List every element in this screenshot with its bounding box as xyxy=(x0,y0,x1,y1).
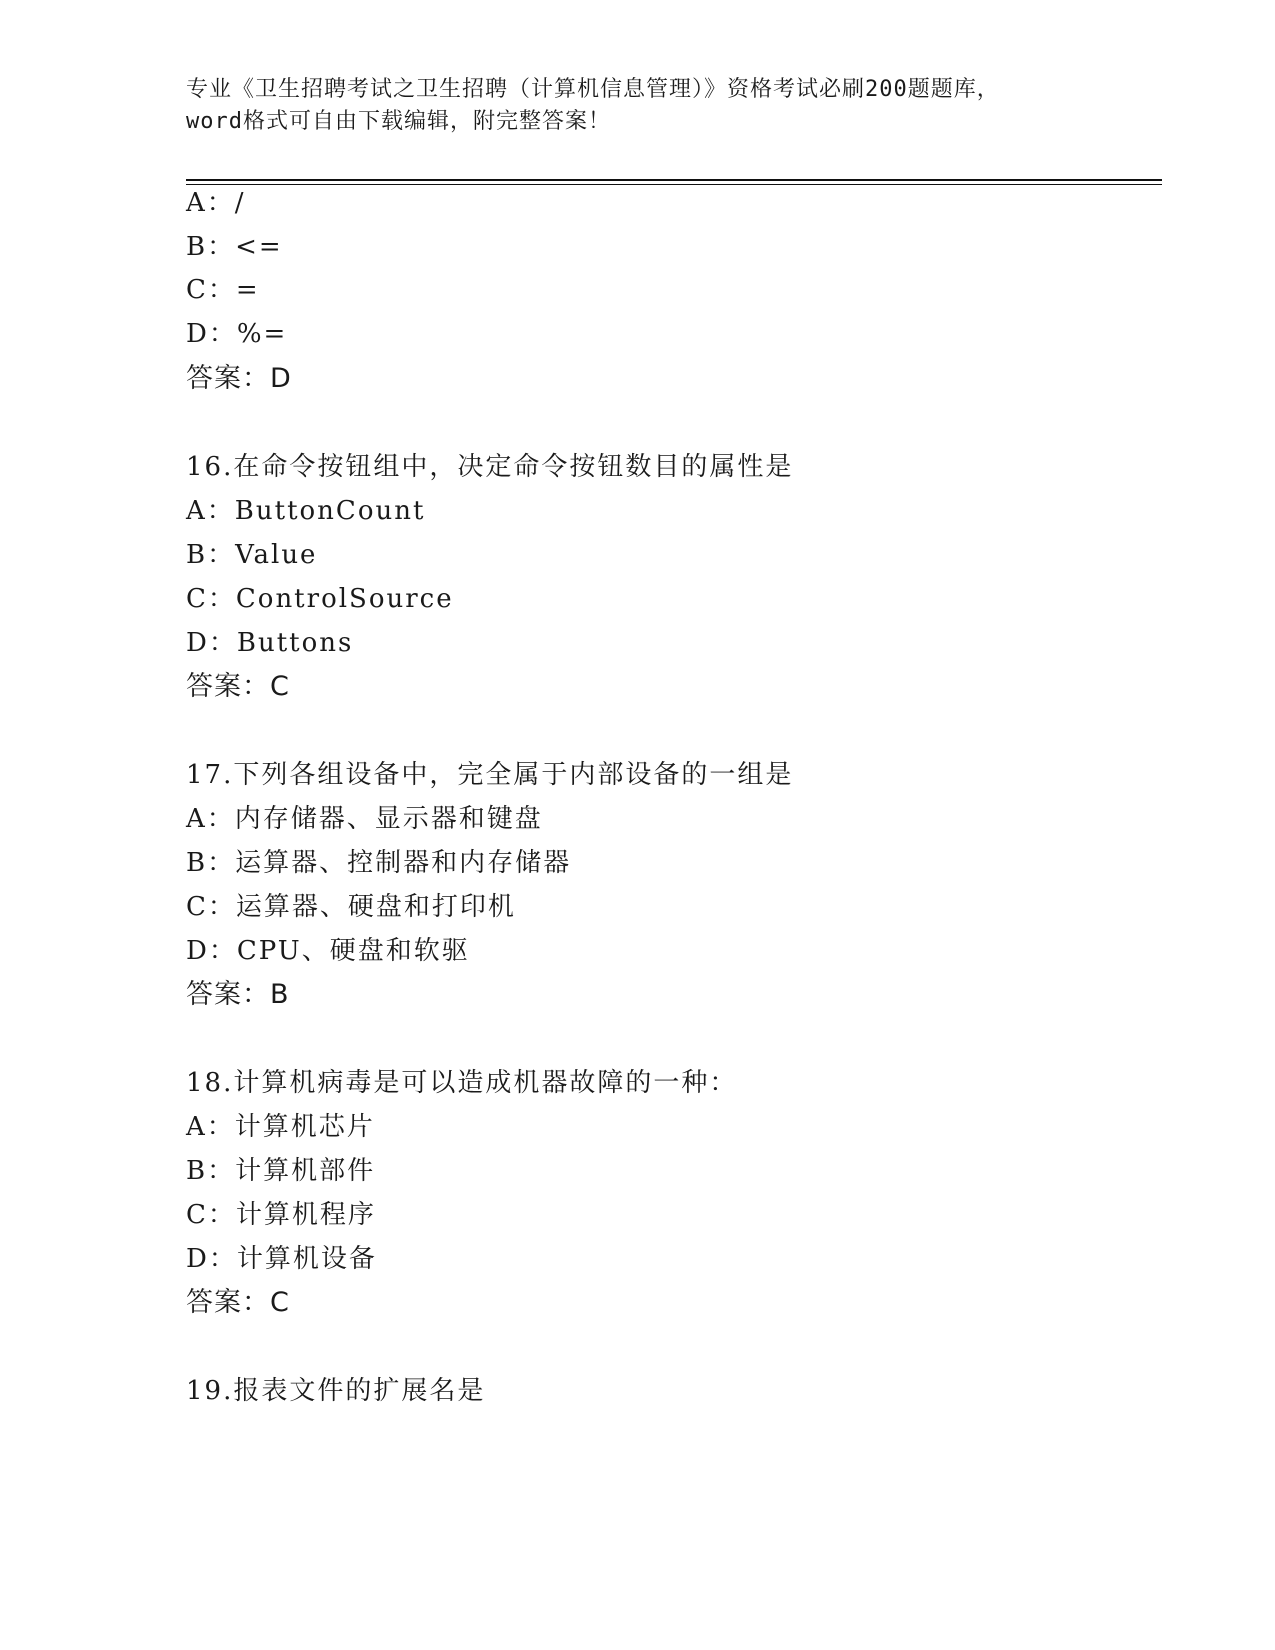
header-divider-thin xyxy=(186,184,1162,185)
q17-answer: 答案：B xyxy=(186,979,290,1010)
q16-option-a: A：ButtonCount xyxy=(186,496,426,526)
q16-option-b: B：Value xyxy=(186,540,318,570)
q16-option-d: D：Buttons xyxy=(186,628,354,658)
q15-option-c: C：= xyxy=(186,275,260,305)
q17-question: 17.下列各组设备中，完全属于内部设备的一组是 xyxy=(186,760,794,790)
q15-option-d: D：%= xyxy=(186,319,288,349)
q17-option-a: A：内存储器、显示器和键盘 xyxy=(186,804,543,834)
q16-answer: 答案：C xyxy=(186,671,290,702)
q18-option-c: C：计算机程序 xyxy=(186,1200,376,1230)
header-line-1: 专业《卫生招聘考试之卫生招聘（计算机信息管理）》资格考试必刷200题题库， xyxy=(186,77,1000,102)
q17-option-c: C：运算器、硬盘和打印机 xyxy=(186,892,516,922)
q19-question: 19.报表文件的扩展名是 xyxy=(186,1376,486,1406)
header-line-2: word格式可自由下载编辑，附完整答案！ xyxy=(186,109,611,134)
q16-option-c: C：ControlSource xyxy=(186,584,454,614)
q15-option-b: B：<= xyxy=(186,232,283,262)
header-divider-thick xyxy=(186,179,1162,181)
q17-option-d: D：CPU、硬盘和软驱 xyxy=(186,936,470,966)
q17-option-b: B：运算器、控制器和内存储器 xyxy=(186,848,572,878)
q16-question: 16.在命令按钮组中，决定命令按钮数目的属性是 xyxy=(186,452,794,482)
q18-answer: 答案：C xyxy=(186,1287,290,1318)
q15-answer: 答案：D xyxy=(186,363,292,394)
q18-option-b: B：计算机部件 xyxy=(186,1156,376,1186)
q18-option-a: A：计算机芯片 xyxy=(186,1112,375,1142)
q18-question: 18.计算机病毒是可以造成机器故障的一种： xyxy=(186,1068,738,1098)
q18-option-d: D：计算机设备 xyxy=(186,1244,377,1274)
q15-option-a: A：/ xyxy=(186,188,246,218)
document-header xyxy=(186,74,1086,138)
